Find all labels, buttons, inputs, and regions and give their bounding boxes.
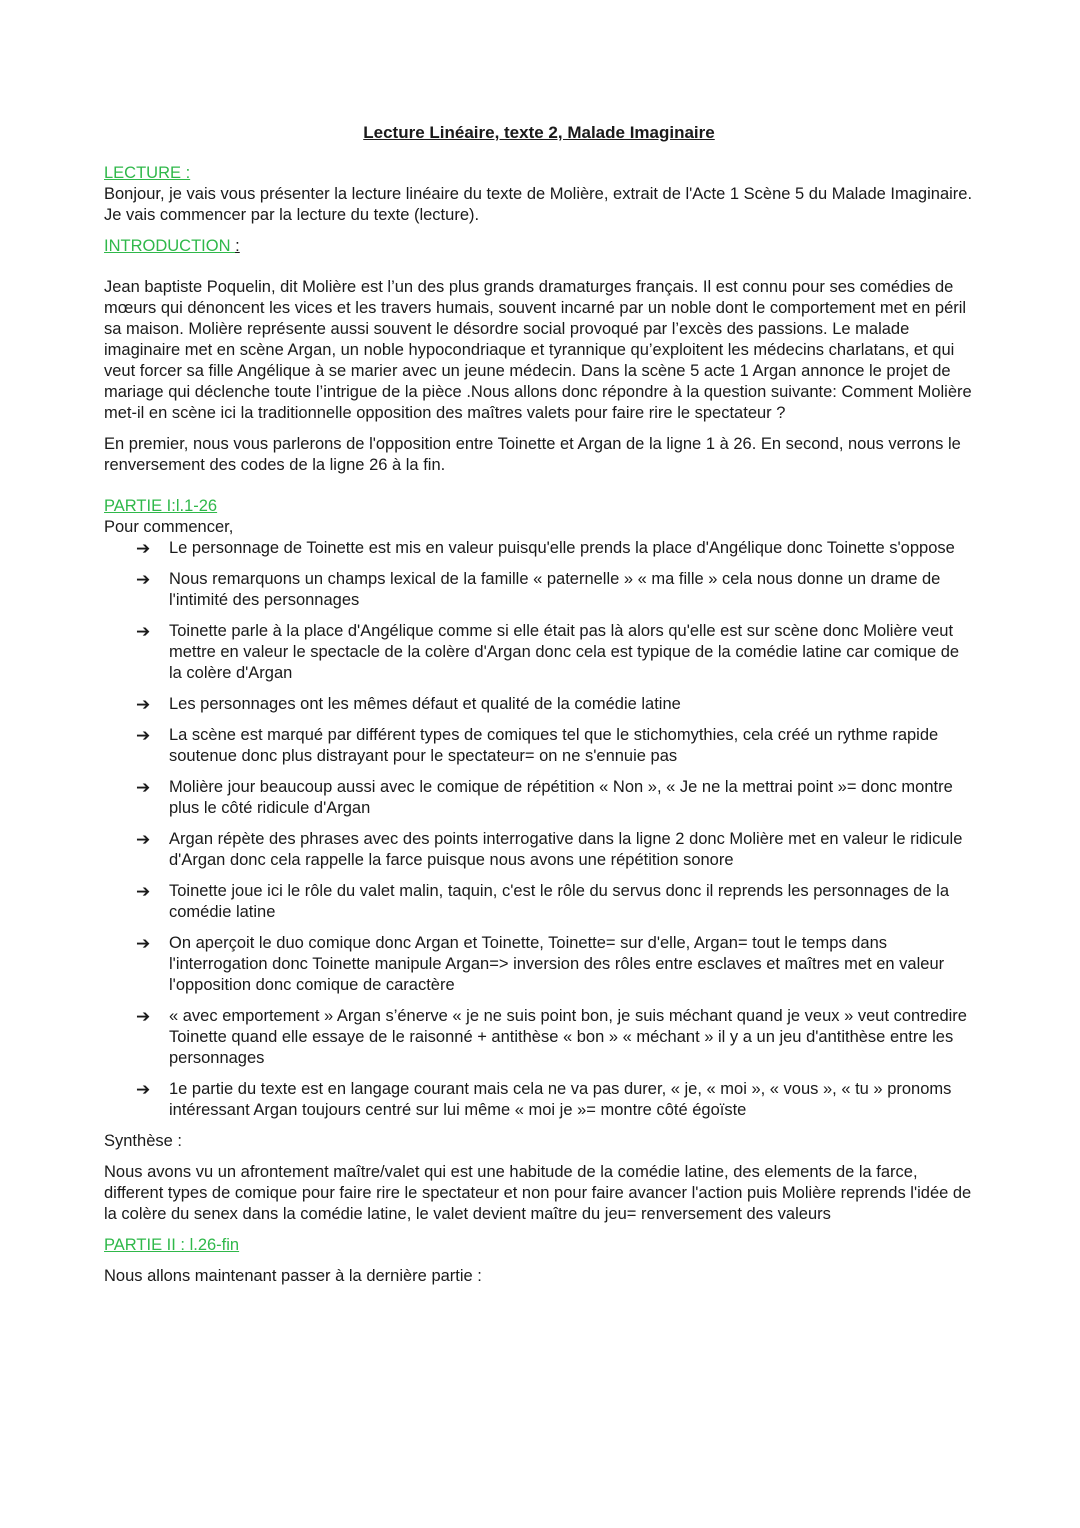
list-item [104,1006,974,1069]
synthese-text: Nous avons vu un afrontement maître/valet qui est une habitude de la comédie latine, des elements de la farce, different types de comique pour faire rire le spectateur et non pour faire avancer l'action puis Molière reprends l'idée de la colère du senex dans la comédie latine, le valet devient maître du jeu= renversement des valeurs [104,1163,972,1223]
bullet-text: Le personnage de Toinette est mis en valeur puisqu'elle prends la place d'Angélique donc Toinette s'oppose [169,539,955,557]
arrow-right-icon: ➔ [136,1080,151,1099]
bullet-text: Molière jour beaucoup aussi avec le comique de répétition « Non », « Je ne la mettrai point »= donc montre plus le côté ridicule d'Argan [169,778,953,817]
bullet-text: Argan répète des phrases avec des points interrogative dans la ligne 2 donc Molière met en valeur le ridicule d'Argan donc cela rappelle la farce puisque nous avons une répétition sonore [169,830,963,869]
partie2-heading: PARTIE II : l.26-fin [104,1236,240,1254]
partie1-bullet-list [104,538,974,1121]
lecture-text: Bonjour, je vais vous présenter la lecture linéaire du texte de Molière, extrait de l'Acte 1 Scène 5 du Malade Imaginaire. Je vais commencer par la lecture du texte (lecture). [104,185,973,224]
list-item [104,1079,974,1121]
arrow-right-icon: ➔ [136,1007,151,1026]
list-item [104,881,974,923]
arrow-right-icon: ➔ [136,882,151,901]
arrow-right-icon: ➔ [136,934,151,953]
arrow-right-icon: ➔ [136,830,151,849]
bullet-text: Toinette parle à la place d'Angélique comme si elle était pas là alors qu'elle est sur scène donc Molière veut mettre en valeur le spectacle de la colère d'Argan donc cela est typique de la comédie latine car comique de la colère d'Argan [169,622,960,682]
list-item [104,725,974,767]
lecture-heading-colon: : [181,164,191,182]
list-item [104,829,974,871]
lecture-heading [104,163,974,184]
partie1-heading: PARTIE I:l.1-26 [104,497,218,515]
bullet-text: Les personnages ont les mêmes défaut et qualité de la comédie latine [169,695,681,713]
arrow-right-icon: ➔ [136,695,151,714]
bullet-text: Toinette joue ici le rôle du valet malin, taquin, c'est le rôle du servus donc il reprends les personnages de la comédie latine [169,882,950,921]
list-item [104,694,974,715]
arrow-right-icon: ➔ [136,726,151,745]
introduction-paragraph-2: En premier, nous vous parlerons de l'opposition entre Toinette et Argan de la ligne 1 à 26. En second, nous verrons le renversement des codes de la ligne 26 à la fin. [104,435,961,474]
arrow-right-icon: ➔ [136,570,151,589]
arrow-right-icon: ➔ [136,622,151,641]
lecture-heading-text: LECTURE [104,164,182,182]
bullet-text: 1e partie du texte est en langage courant mais cela ne va pas durer, « je, « moi », « vous », « tu » pronoms intéressant Argan toujours centré sur lui même « moi je »= montre côté égoïste [169,1080,952,1119]
list-item [104,538,974,559]
introduction-heading-text: INTRODUCTION [104,237,236,255]
bullet-text: La scène est marqué par différent types de comiques tel que le stichomythies, cela créé un rythme rapide soutenue donc plus distrayant pour le spectateur= on ne s'ennuie pas [169,726,939,765]
partie1-intro: Pour commencer, [104,518,234,536]
bullet-text: « avec emportement » Argan s’énerve « je ne suis point bon, je suis méchant quand je veux » veut contredire Toinette quand elle essaye de le raisonné + antithèse « bon » « méchant » il y a un jeu d'antithèse entre les personnages [169,1007,967,1067]
bullet-text: On aperçoit le duo comique donc Argan et Toinette, Toinette= sur d'elle, Argan= tout le temps dans l'interrogation donc Toinette manipule Argan=> inversion des rôles entre esclaves et maîtres met en valeur l'opposition donc comique de caractère [169,934,945,994]
document-title: Lecture Linéaire, texte 2, Malade Imaginaire [363,123,715,142]
arrow-right-icon: ➔ [136,539,151,558]
list-item [104,621,974,684]
introduction-heading [104,236,974,257]
arrow-right-icon: ➔ [136,778,151,797]
partie2-text: Nous allons maintenant passer à la dernière partie : [104,1267,482,1285]
bullet-text: Nous remarquons un champs lexical de la famille « paternelle » « ma fille » cela nous donne un drame de l'intimité des personnages [169,570,941,609]
document-page [104,122,974,1287]
list-item [104,777,974,819]
list-item [104,933,974,996]
synthese-label: Synthèse : [104,1132,182,1150]
introduction-heading-colon: : [235,237,240,255]
list-item [104,569,974,611]
introduction-paragraph-1: Jean baptiste Poquelin, dit Molière est l’un des plus grands dramaturges français. Il est connu pour ses comédies de mœurs qui dénoncent les vices et les travers humais, souvent incarné par un noble dont le comportement met en péril sa maison. Molière représente aussi souvent le désordre social provoqué par l’excès des passions. Le malade imaginaire met en scène Argan, un noble hypocondriaque et tyrannique qu’exploitent les médecins charlatans, et qui veut forcer sa fille Angélique à se marier avec un jeune médecin. Dans la scène 5 acte 1 Argan annonce le projet de mariage qui déclenche toute l’intrigue de la pièce .Nous allons donc répondre à la question suivante: Comment Molière met-il en scène ici la traditionnelle opposition des maîtres valets pour faire rire le spectateur ? [104,278,972,422]
